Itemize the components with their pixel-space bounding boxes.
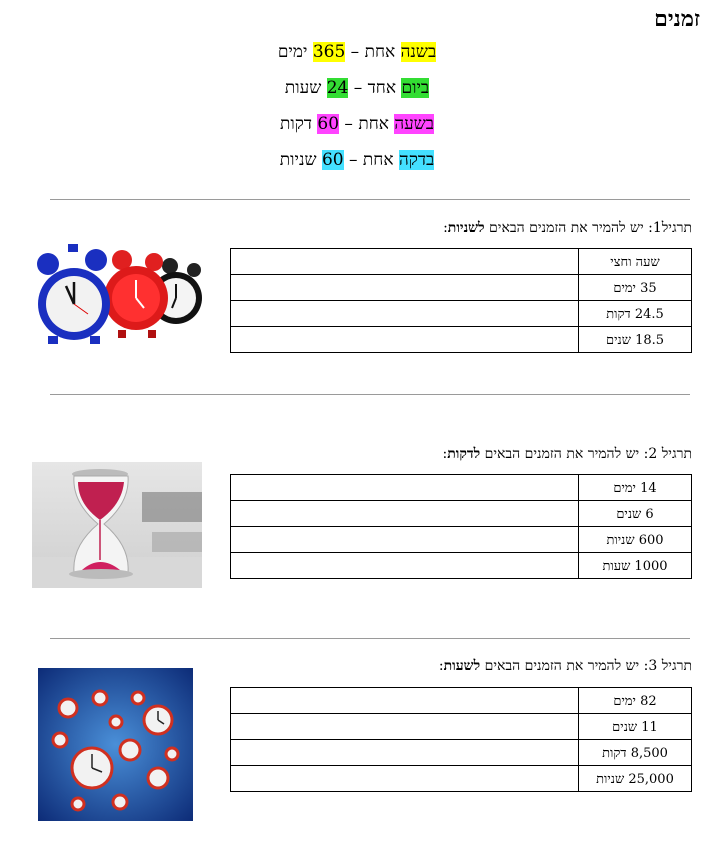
unit-name: ביום — [401, 78, 430, 98]
question-cell: 24.5 דקות — [579, 301, 692, 327]
unit-connector: אחת – — [343, 150, 399, 170]
unit-target: ימים — [277, 42, 313, 62]
exercise-1-title — [443, 220, 692, 237]
alarm-clocks-image — [36, 238, 206, 350]
section-divider — [50, 199, 690, 200]
answer-cell[interactable] — [231, 301, 579, 327]
question-cell: 1000 שעות — [579, 553, 692, 579]
question-cell: 8,500 דקות — [579, 740, 692, 766]
table-row — [231, 553, 692, 579]
exercise-target-unit: לדקות — [447, 446, 481, 462]
answer-cell[interactable] — [231, 766, 579, 792]
answer-cell[interactable] — [231, 688, 579, 714]
table-row — [231, 249, 692, 275]
unit-number: 60 — [317, 114, 340, 134]
exercise-suffix: : — [442, 446, 448, 462]
unit-number: 24 — [326, 78, 349, 98]
question-cell: 11 שנים — [579, 714, 692, 740]
exercise-1-table — [230, 248, 692, 353]
unit-line-year — [0, 38, 714, 74]
unit-name: בדקה — [398, 150, 435, 170]
exercise-2-table — [230, 474, 692, 579]
answer-cell[interactable] — [231, 501, 579, 527]
answer-cell[interactable] — [231, 714, 579, 740]
section-divider — [50, 394, 690, 395]
unit-connector: אחת – — [339, 114, 395, 134]
hourglass-image — [32, 462, 202, 588]
question-cell: 14 ימים — [579, 475, 692, 501]
answer-cell[interactable] — [231, 553, 579, 579]
answer-cell[interactable] — [231, 740, 579, 766]
unit-target: דקות — [279, 114, 318, 134]
time-units-list — [0, 38, 714, 182]
table-row — [231, 501, 692, 527]
answer-cell[interactable] — [231, 527, 579, 553]
question-cell: 6 שנים — [579, 501, 692, 527]
question-cell: 25,000 שניות — [579, 766, 692, 792]
page-title: זמנים — [654, 6, 700, 32]
exercise-target-unit: לשעות — [443, 658, 481, 674]
answer-cell[interactable] — [231, 475, 579, 501]
table-row — [231, 475, 692, 501]
question-cell: שעה וחצי — [579, 249, 692, 275]
question-cell: 35 ימים — [579, 275, 692, 301]
exercise-suffix: : — [438, 658, 444, 674]
table-row — [231, 688, 692, 714]
unit-target: שעות — [284, 78, 327, 98]
table-row — [231, 275, 692, 301]
unit-name: בשנה — [400, 42, 437, 62]
answer-cell[interactable] — [231, 249, 579, 275]
question-cell: 600 שניות — [579, 527, 692, 553]
unit-number: 365 — [312, 42, 346, 62]
table-row — [231, 527, 692, 553]
unit-target: שניות — [279, 150, 322, 170]
exercise-prefix: תרגיל 3: יש להמיר את הזמנים הבאים — [480, 658, 692, 674]
exercise-2-title — [443, 446, 692, 463]
unit-connector: אחד – — [348, 78, 402, 98]
unit-line-day — [0, 74, 714, 110]
exercise-3-title — [439, 658, 692, 675]
exercise-prefix: תרגיל 2: יש להמיר את הזמנים הבאים — [480, 446, 692, 462]
table-row — [231, 740, 692, 766]
answer-cell[interactable] — [231, 275, 579, 301]
unit-connector: אחת – — [345, 42, 401, 62]
table-row — [231, 714, 692, 740]
floating-clocks-image — [38, 668, 193, 821]
section-divider — [50, 638, 690, 639]
question-cell: 18.5 שנים — [579, 327, 692, 353]
unit-name: בשעה — [394, 114, 435, 134]
exercise-target-unit: לשניות — [447, 220, 485, 236]
exercise-prefix: תרגיל1: יש להמיר את הזמנים הבאים — [484, 220, 692, 236]
exercise-suffix: : — [443, 220, 448, 236]
unit-number: 60 — [321, 150, 344, 170]
table-row — [231, 327, 692, 353]
answer-cell[interactable] — [231, 327, 579, 353]
unit-line-minute — [0, 146, 714, 182]
table-row — [231, 301, 692, 327]
unit-line-hour — [0, 110, 714, 146]
question-cell: 82 ימים — [579, 688, 692, 714]
table-row — [231, 766, 692, 792]
exercise-3-table — [230, 687, 692, 792]
